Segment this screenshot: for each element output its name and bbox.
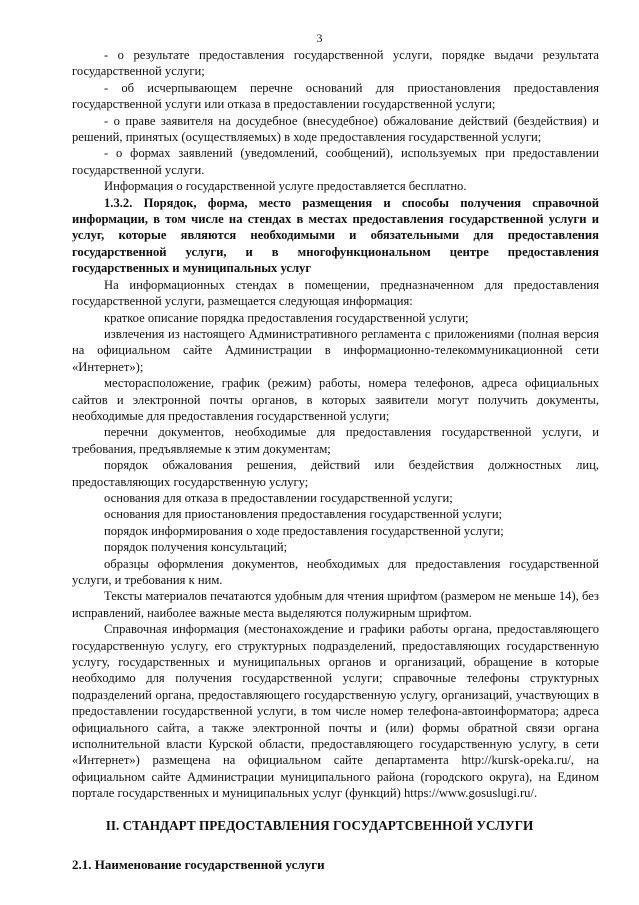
heading-1-3-2: 1.3.2. Порядок, форма, место размещения и способы получения справочной информации, в том числе на стендах в местах предоставления государственной услуги и услуг, которые являются необходимыми и обязательными для предоставления государственной услуги, и в многофункциональном центре предоставления государственных и муниципальных услуг (72, 195, 599, 276)
paragraph-18: Тексты материалов печатаются удобным для чтения шрифтом (размером не меньше 14), без исправлений, наиболее важные места выделяются полужирным шрифтом. (72, 589, 599, 620)
page-number: 3 (316, 31, 323, 45)
paragraph-19: Справочная информация (местонахождение и графики работы органа, предоставляющего государственную услугу, его структурных подразделений, предоставляющих государственную услугу, государственных и муниципальных органов и организаций, обращение в которые необходимо для получения государственной услуги; справочные телефоны структурных подразделений органа, предоставляющего государственную услугу, организаций, участвующих в предоставлении государственной услуги, в том числе номер телефона-автоинформатора; адреса официального сайта, а также электронной почты и (или) формы обратной связи органа исполнительной власти Курской области, предоставляющего государственную услугу, в сети «Интернет») размещена на официальном сайте департамента http://kursk-opeka.ru/, на официальном сайте Администрации муниципального района (городского округа), на Едином портале государственных и муниципальных услуг (функций) https://www.gosuslugi.ru/. (72, 622, 599, 801)
paragraph-7: На информационных стендах в помещении, предназначенном для предоставления государственной услуги, размещается следующая информация: (72, 277, 599, 309)
paragraph-16: порядок получения консультаций; (104, 540, 288, 555)
paragraph-9: извлечения из настоящего Административного регламента с приложениями (полная версия на официальном сайте Администрации в информационно-телекоммуникационной сети «Интернет»); (72, 326, 599, 374)
paragraph-11: перечни документов, необходимые для предоставления государственной услуги, и требования, предъявляемые к этим документам; (72, 425, 599, 456)
paragraph-13: основания для отказа в предоставлении государственной услуги; (104, 490, 453, 505)
paragraph-3: - о праве заявителя на досудебное (внесудебное) обжалование действий (бездействия) и решений, принятых (осуществляемых) в ходе предоставления государственной услуги; (72, 113, 599, 145)
paragraph-15: порядок информирования о ходе предоставления государственной услуги; (104, 523, 504, 538)
paragraph-2: - об исчерпывающем перечне оснований для приостановления предоставления государственной услуги или отказа в предоставлении государственной услуги; (72, 80, 599, 112)
paragraph-5: Информация о государственной услуге предоставляется бесплатно. (104, 179, 467, 194)
paragraph-14: основания для приостановления предоставления государственной услуги; (104, 507, 503, 522)
section-heading: II. СТАНДАРТ ПРЕДОСТАВЛЕНИЯ ГОСУДАРТСВЕННОЙ УСЛУГИ (105, 818, 534, 833)
paragraph-4: - о формах заявлений (уведомлений, сообщений), используемых при предоставлении государственной услуги. (72, 146, 599, 177)
subsection-heading: 2.1. Наименование государственной услуги (72, 857, 325, 872)
paragraph-12: порядок обжалования решения, действий или бездействия должностных лиц, предоставляющих государственную услугу; (72, 458, 599, 489)
paragraph-1: - о результате предоставления государственной услуги, порядке выдачи результата государственной услуги; (72, 48, 599, 79)
document-body (72, 47, 599, 802)
paragraph-8: краткое описание порядка предоставления государственной услуги; (104, 310, 469, 325)
paragraph-10: месторасположение, график (режим) работы, номера телефонов, адреса официальных сайтов и электронной почты органов, в которых заявители могут получить документы, необходимые для предоставления государственной услуги; (72, 376, 599, 423)
paragraph-17: образцы оформления документов, необходимых для предоставления государственной услуги, и требования к ним. (72, 556, 599, 587)
